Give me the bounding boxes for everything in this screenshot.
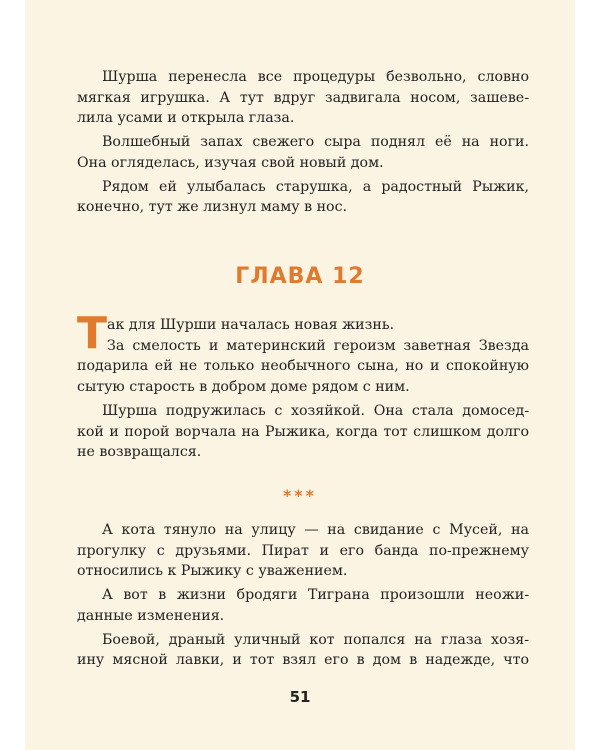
- drop-cap: Т: [77, 308, 108, 359]
- text-line: ину мясной лавки, и тот взял его в дом в надежде, что: [77, 652, 529, 669]
- text-line: ак для Шурши началась новая жизнь.: [107, 317, 395, 333]
- text-line: За смелость и материнский героизм заветная Звезда: [107, 337, 529, 354]
- text-line: Шурша перенесла все процедуры безвольно, словно: [102, 69, 529, 85]
- book-page: [25, 0, 575, 750]
- section-separator: ***: [282, 486, 318, 505]
- text-line: Боевой, драный уличный кот попался на глаза хозя-: [102, 631, 529, 648]
- section-1-text: [77, 67, 529, 218]
- text-line: прогулку с друзьями. Пират и его банда по-прежнему: [77, 542, 529, 559]
- text-line: данные изменения.: [77, 607, 225, 624]
- chapter-text: [77, 308, 529, 463]
- text-line: мягкая игрушка. А тут вдруг задвигала носом, зашеве-: [77, 89, 529, 106]
- text-line: кой и порой ворчала на Рыжика, когда тот слишком долго: [77, 423, 529, 440]
- text-line: А кота тянуло на улицу — на свидание с Мусей, на: [102, 522, 529, 538]
- text-line: подарила ей не только необычного сына, но и спокойную: [77, 358, 529, 375]
- text-line: Рядом ей улыбалась старушка, а радостный Рыжик,: [102, 178, 529, 195]
- chapter-title: ГЛАВА 12: [235, 264, 365, 289]
- text-line: Волшебный запах свежего сыра поднял её на ноги.: [102, 134, 529, 151]
- section-2-text: [77, 520, 529, 671]
- text-line: относились к Рыжику с уважением.: [77, 563, 348, 580]
- text-line: конечно, тут же лизнул маму в нос.: [77, 199, 348, 216]
- page-number: 51: [289, 688, 311, 706]
- text-line: Она огляделась, изучая свой новый дом.: [77, 154, 384, 171]
- text-line: Шурша подружилась с хозяйкой. Она стала домосед-: [102, 402, 529, 419]
- text-line: не возвращался.: [77, 444, 202, 461]
- text-line: сытую старость в добром доме рядом с ним.: [77, 379, 410, 396]
- text-line: лила усами и открыла глаза.: [77, 110, 295, 127]
- text-line: А вот в жизни бродяги Тиграна произошли неожи-: [102, 587, 529, 604]
